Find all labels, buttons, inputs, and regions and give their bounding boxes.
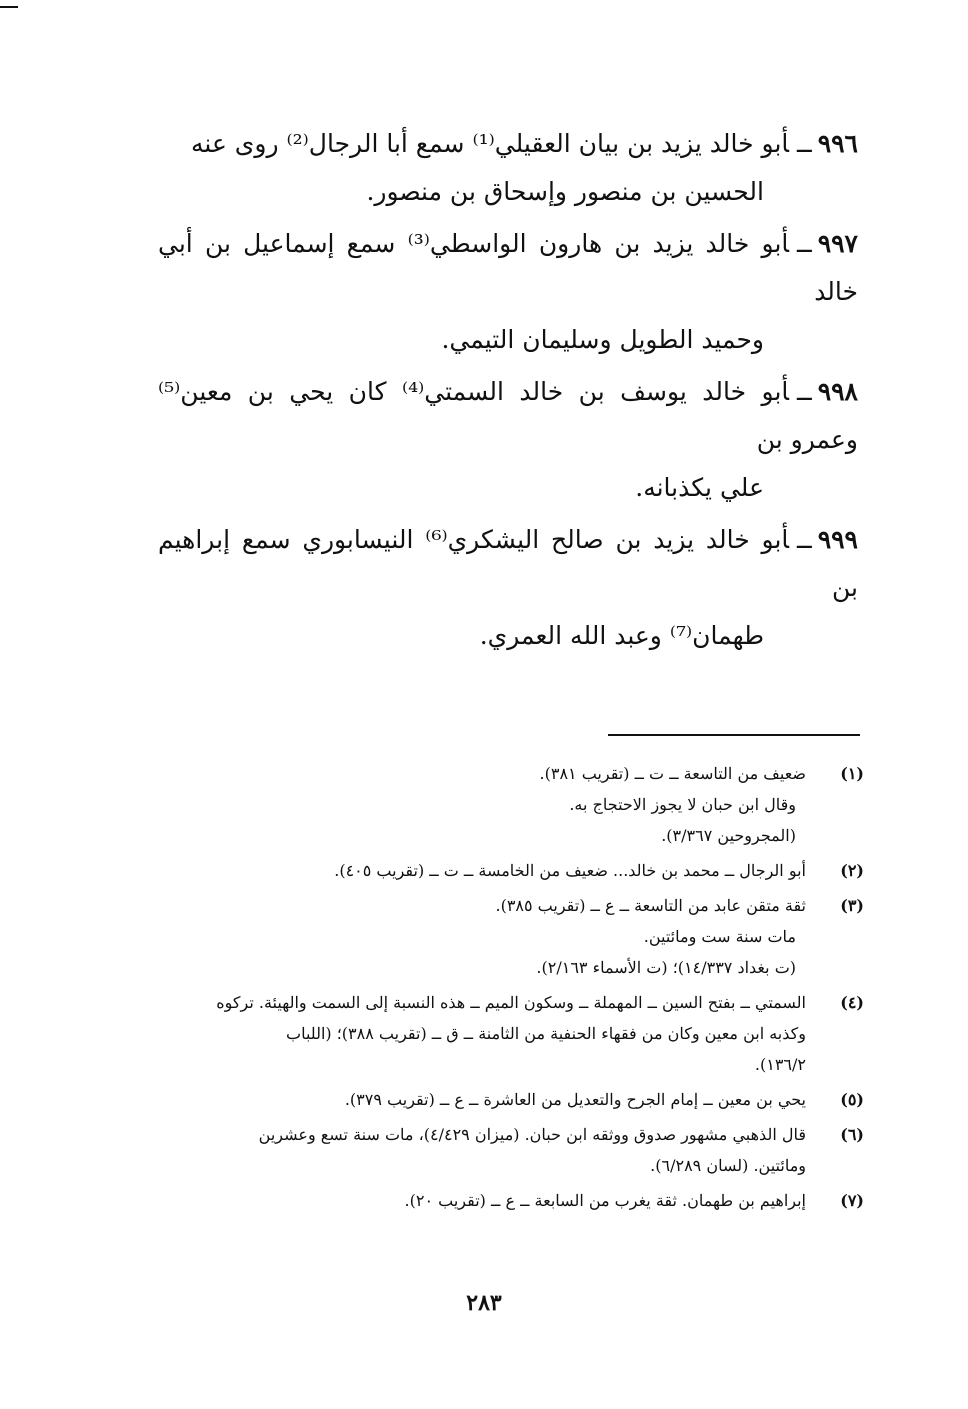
- footnote-6: [164, 1119, 864, 1181]
- entry-number: ٩٩٦: [817, 129, 858, 158]
- footnote-label: (٥): [840, 1090, 864, 1109]
- entry-number: ٩٩٩: [817, 525, 858, 554]
- footnote-label: (٦): [840, 1125, 864, 1144]
- entry-text: أبو خالد يزيد بن بيان العقيلي⁽¹⁾ سمع أبا الرجال⁽²⁾ روى عنه: [191, 129, 790, 158]
- footnote-line: (ت بغداد ١٤/٣٣٧)؛ (ت الأسماء ٢/١٦٣).: [536, 958, 796, 977]
- entry-dash: ــ: [797, 129, 812, 158]
- entry-998: [158, 368, 858, 512]
- footnote-5: [164, 1084, 864, 1115]
- entry-dash: ــ: [797, 525, 812, 554]
- footnote-line: (المجروحين ٣/٣٦٧).: [661, 826, 796, 845]
- page-number: ٢٨٣: [466, 1290, 502, 1316]
- entry-text: أبو خالد يوسف بن خالد السمتي⁽⁴⁾ كان يحي بن معين⁽⁵⁾ وعمرو بن: [158, 377, 858, 454]
- footnote-2: [164, 855, 864, 886]
- entry-text-continued: علي يكذبانه.: [635, 473, 764, 502]
- footnote-line: أبو الرجال ــ محمد بن خالد... ضعيف من الخامسة ــ ت ــ (تقريب ٤٠٥).: [334, 861, 806, 880]
- footnote-line: يحي بن معين ــ إمام الجرح والتعديل من العاشرة ــ ع ــ (تقريب ٣٧٩).: [344, 1090, 806, 1109]
- footnote-divider: [608, 734, 860, 736]
- entry-dash: ــ: [797, 377, 812, 406]
- footnote-line: ثقة متقن عابد من التاسعة ــ ع ــ (تقريب ٣٨٥).: [495, 896, 806, 915]
- entry-text: أبو خالد يزيد بن صالح اليشكري⁽⁶⁾ النيسابوري سمع إبراهيم بن: [158, 525, 858, 602]
- entry-996: [158, 120, 858, 216]
- footnote-label: (١): [840, 764, 864, 783]
- footnote-7: [164, 1185, 864, 1216]
- footnote-1: [164, 758, 864, 851]
- entry-997: [158, 220, 858, 364]
- entry-dash: ــ: [797, 229, 812, 258]
- footnote-line: وقال ابن حبان لا يجوز الاحتجاج به.: [569, 795, 796, 814]
- footnote-line: مات سنة ست ومائتين.: [643, 927, 796, 946]
- footnote-line: إبراهيم بن طهمان. ثقة يغرب من السابعة ــ ع ــ (تقريب ٢٠).: [404, 1191, 806, 1210]
- entry-number: ٩٩٨: [817, 377, 858, 406]
- footnote-line: ومائتين. (لسان ٦/٢٨٩).: [650, 1156, 806, 1175]
- footnote-line: وكذبه ابن معين وكان من فقهاء الحنفية من الثامنة ــ ق ــ (تقريب ٣٨٨)؛ (اللباب: [286, 1024, 806, 1043]
- footnotes: [164, 758, 864, 1220]
- entry-text-continued: الحسين بن منصور وإسحاق بن منصور.: [366, 177, 764, 206]
- entry-number: ٩٩٧: [817, 229, 858, 258]
- corner-mark: [0, 6, 18, 8]
- footnote-line: ضعيف من التاسعة ــ ت ــ (تقريب ٣٨١).: [539, 764, 806, 783]
- entries-list: [158, 120, 858, 664]
- entry-text-continued: وحميد الطويل وسليمان التيمي.: [441, 325, 764, 354]
- footnote-line: قال الذهبي مشهور صدوق ووثقه ابن حبان. (ميزان ٤/٤٢٩)، مات سنة تسع وعشرين: [258, 1125, 806, 1144]
- footnote-label: (٤): [840, 993, 864, 1012]
- entry-999: [158, 516, 858, 660]
- entry-text-continued: طهمان⁽⁷⁾ وعبد الله العمري.: [479, 621, 764, 650]
- footnote-label: (٧): [840, 1191, 864, 1210]
- footnote-label: (٣): [840, 896, 864, 915]
- footnote-label: (٢): [840, 861, 864, 880]
- entry-text: أبو خالد يزيد بن هارون الواسطي⁽³⁾ سمع إسماعيل بن أبي خالد: [158, 229, 858, 306]
- footnote-line: السمتي ــ بفتح السين ــ المهملة ــ وسكون الميم ــ هذه النسبة إلى السمت والهيئة. تركوه: [216, 993, 806, 1012]
- footnote-3: [164, 890, 864, 983]
- footnote-4: [164, 987, 864, 1080]
- footnote-line: ١٣٦/٢).: [754, 1055, 806, 1074]
